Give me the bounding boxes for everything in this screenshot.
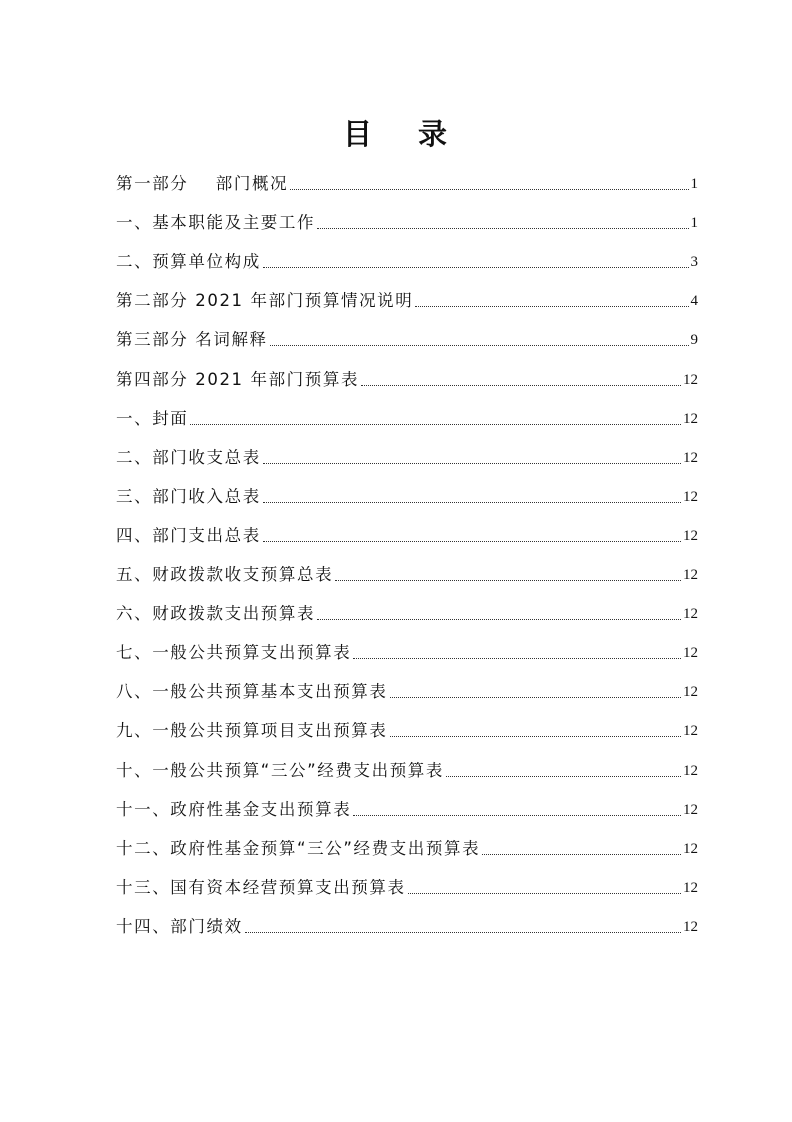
- toc-dot-leader: [263, 502, 681, 503]
- toc-dot-leader: [353, 815, 681, 816]
- toc-entry-label: 十三、国有资本经营预算支出预算表: [116, 877, 406, 897]
- toc-dot-leader: [335, 580, 681, 581]
- toc-dot-leader: [408, 893, 681, 894]
- toc-entry-label: 八、一般公共预算基本支出预算表: [116, 682, 388, 702]
- toc-entry-page-number: 12: [683, 879, 698, 896]
- toc-dot-leader: [270, 345, 689, 346]
- toc-dot-leader: [263, 541, 681, 542]
- toc-entry[interactable]: [116, 279, 698, 318]
- toc-entry-page-number: 12: [683, 684, 698, 701]
- toc-dot-leader: [190, 424, 681, 425]
- toc-dot-leader: [263, 463, 681, 464]
- toc-entry-label: 七、一般公共预算支出预算表: [116, 643, 352, 663]
- toc-entry-page-number: 12: [683, 801, 698, 818]
- toc-entry[interactable]: [116, 709, 698, 748]
- toc-entry-page-number: 12: [683, 918, 698, 935]
- toc-entry-label: 九、一般公共预算项目支出预算表: [116, 721, 388, 741]
- toc-entry[interactable]: [116, 514, 698, 553]
- toc-dot-leader: [415, 306, 688, 307]
- toc-dot-leader: [263, 267, 689, 268]
- toc-entry-label: 二、部门收支总表: [116, 447, 261, 467]
- table-of-contents: [116, 162, 698, 944]
- toc-entry[interactable]: [116, 748, 698, 787]
- toc-entry[interactable]: [116, 866, 698, 905]
- toc-entry-page-number: 12: [683, 606, 698, 623]
- toc-entry[interactable]: [116, 905, 698, 944]
- toc-entry-label: 五、财政拨款收支预算总表: [116, 565, 334, 585]
- toc-entry-page-number: 12: [683, 527, 698, 544]
- toc-entry-page-number: 4: [690, 293, 698, 310]
- page-title: [0, 112, 792, 153]
- toc-entry-label: 二、预算单位构成: [116, 252, 261, 272]
- toc-entry[interactable]: [116, 436, 698, 475]
- toc-entry-page-number: 12: [683, 488, 698, 505]
- toc-dot-leader: [446, 776, 681, 777]
- toc-entry[interactable]: [116, 397, 698, 436]
- toc-entry-label: 十一、政府性基金支出预算表: [116, 799, 352, 819]
- toc-entry-page-number: 1: [690, 215, 698, 232]
- toc-entry-label: 第一部分 部门概况: [116, 174, 289, 194]
- toc-entry-label: 三、部门收入总表: [116, 486, 261, 506]
- toc-entry[interactable]: [116, 670, 698, 709]
- toc-entry-label: 十二、政府性基金预算“三公”经费支出预算表: [116, 838, 481, 858]
- toc-entry-label: 十、一般公共预算“三公”经费支出预算表: [116, 760, 444, 780]
- toc-dot-leader: [290, 189, 688, 190]
- toc-entry-page-number: 12: [683, 723, 698, 740]
- toc-dot-leader: [361, 385, 681, 386]
- toc-entry-label: 四、部门支出总表: [116, 525, 261, 545]
- page-title-char-1: 目: [342, 117, 374, 151]
- toc-dot-leader: [317, 228, 688, 229]
- toc-entry-label: 第四部分 2021 年部门预算表: [116, 369, 360, 389]
- toc-entry-page-number: 12: [683, 449, 698, 466]
- toc-entry[interactable]: [116, 240, 698, 279]
- toc-dot-leader: [317, 619, 681, 620]
- toc-entry[interactable]: [116, 788, 698, 827]
- toc-entry-label: 一、封面: [116, 408, 189, 428]
- toc-entry-page-number: 12: [683, 567, 698, 584]
- toc-dot-leader: [390, 736, 682, 737]
- toc-entry[interactable]: [116, 162, 698, 201]
- toc-entry-page-number: 12: [683, 840, 698, 857]
- toc-entry-label: 第三部分 名词解释: [116, 330, 268, 350]
- toc-entry[interactable]: [116, 475, 698, 514]
- toc-entry-label: 六、财政拨款支出预算表: [116, 604, 316, 624]
- toc-entry-page-number: 9: [690, 332, 698, 349]
- toc-entry-page-number: 12: [683, 371, 698, 388]
- toc-dot-leader: [245, 932, 681, 933]
- toc-entry[interactable]: [116, 201, 698, 240]
- page-title-char-2: 录: [418, 117, 450, 151]
- toc-entry[interactable]: [116, 631, 698, 670]
- toc-entry-page-number: 1: [690, 176, 698, 193]
- toc-entry-label: 一、基本职能及主要工作: [116, 213, 316, 233]
- toc-entry[interactable]: [116, 592, 698, 631]
- toc-entry[interactable]: [116, 357, 698, 396]
- toc-entry-page-number: 12: [683, 645, 698, 662]
- toc-entry-page-number: 12: [683, 410, 698, 427]
- toc-entry[interactable]: [116, 553, 698, 592]
- toc-dot-leader: [482, 854, 681, 855]
- toc-entry[interactable]: [116, 827, 698, 866]
- toc-entry-label: 十四、部门绩效: [116, 916, 243, 936]
- toc-entry-page-number: 3: [690, 254, 698, 271]
- toc-dot-leader: [390, 697, 682, 698]
- toc-entry-label: 第二部分 2021 年部门预算情况说明: [116, 291, 414, 311]
- toc-entry-page-number: 12: [683, 762, 698, 779]
- toc-dot-leader: [353, 658, 681, 659]
- toc-entry[interactable]: [116, 318, 698, 357]
